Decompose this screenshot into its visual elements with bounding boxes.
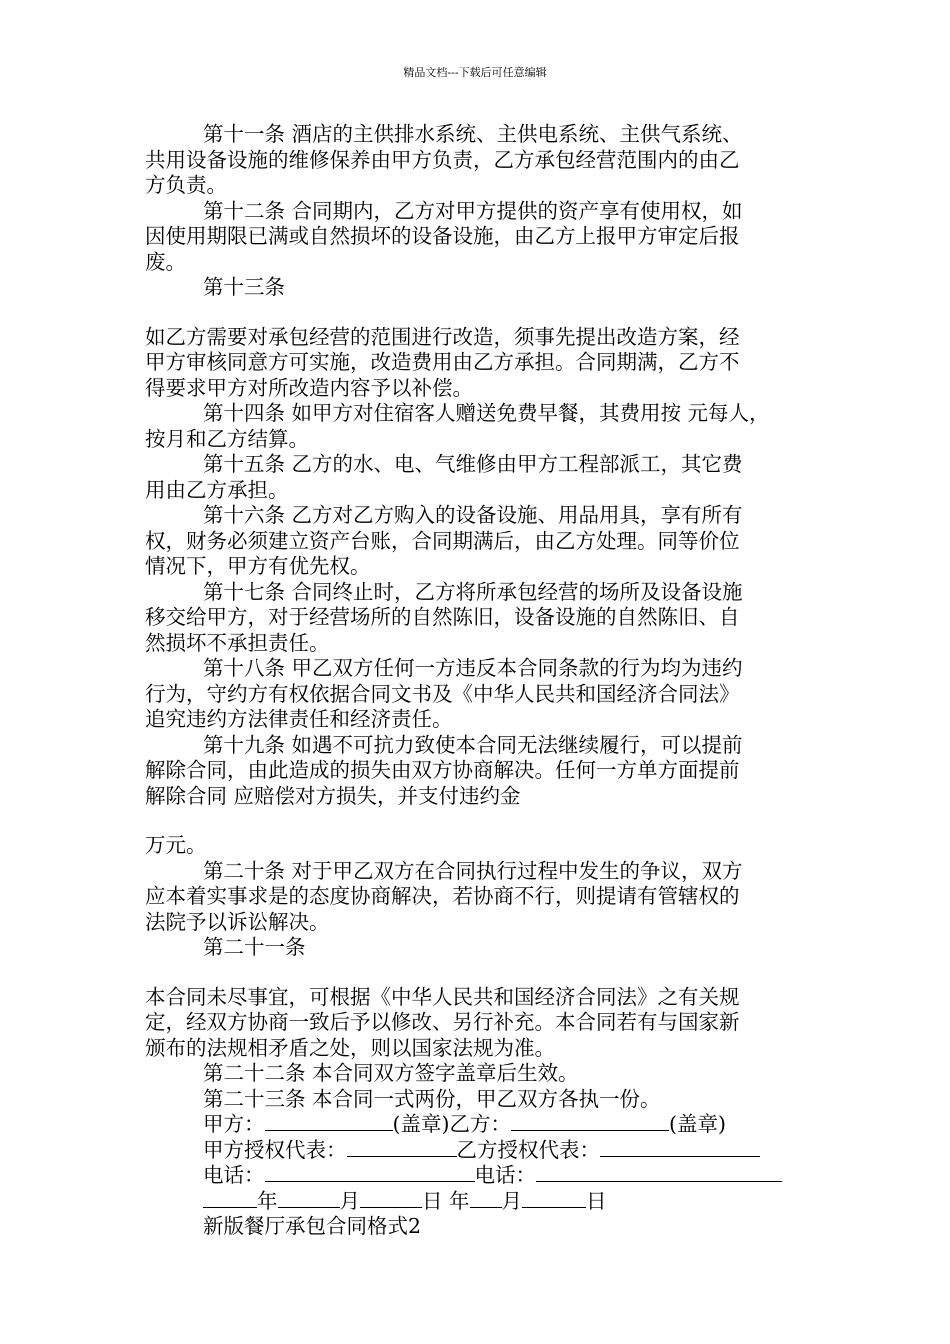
contract-line: 用由乙方承担。	[145, 477, 289, 502]
contract-line: 应本着实事求是的态度协商解决，若协商不行，则提请有管辖权的	[145, 884, 740, 908]
party-a-blank	[265, 1112, 393, 1131]
phone-b-label: 电话：	[474, 1163, 536, 1187]
contract-line: 得要求甲方对所改造内容予以补偿。	[145, 375, 473, 400]
contract-line: 定，经双方协商一致后予以修改、另行补充。本合同若有与国家新	[145, 1010, 740, 1034]
month-a-label: 月	[339, 1188, 360, 1213]
contract-line: 情况下，甲方有优先权。	[145, 554, 371, 578]
contract-line: 按月和乙方结算。	[145, 426, 309, 451]
contract-line: 第十二条 合同期内，乙方对甲方提供的资产享有使用权，如	[203, 198, 743, 223]
rep-a-blank	[347, 1138, 457, 1157]
rep-a-label: 甲方授权代表：	[203, 1137, 347, 1162]
year-a-label: 年	[257, 1188, 278, 1213]
page-header: 精品文档---下载后可任意编辑	[403, 66, 547, 79]
day-b-blank	[522, 1189, 586, 1208]
party-a-seal-label: (盖章)乙方：	[392, 1112, 511, 1136]
day-b-label: 日	[586, 1188, 607, 1213]
paragraph-gap	[145, 809, 813, 833]
contract-line: 方负责。	[145, 173, 227, 197]
phone-a-blank	[265, 1163, 475, 1182]
contract-line: 解除合同 应赔偿对方损失，并支付违约金	[145, 783, 521, 808]
contract-line: 第十八条 甲乙双方任何一方违反本合同条款的行为均为违约	[203, 656, 743, 680]
contract-line: 第十三条	[203, 275, 285, 299]
day-a-blank	[360, 1189, 422, 1208]
year-a-blank	[203, 1189, 257, 1208]
contract-line: 行为，守约方有权依据合同文书及《中华人民共和国经济合同法》	[145, 681, 740, 706]
contract-line: 第十一条 酒店的主供排水系统、主供电系统、主供气系统、	[203, 122, 743, 146]
contract-line: 追究违约方法律责任和经济责任。	[145, 707, 453, 731]
contract-line: 共用设备设施的维修保养由甲方负责，乙方承包经营范围内的由乙	[145, 147, 740, 172]
paragraph-gap	[145, 961, 813, 985]
contract-line: 第二十一条	[203, 935, 306, 959]
contract-line: 甲方审核同意方可实施，改造费用由乙方承担。合同期满，乙方不	[145, 350, 740, 374]
party-a-label: 甲方：	[203, 1112, 265, 1136]
signature-party-line	[145, 1112, 813, 1138]
phone-a-label: 电话：	[203, 1163, 265, 1187]
contract-line: 万元。	[145, 833, 207, 857]
contract-line: 解除合同，由此造成的损失由双方协商解决。任何一方单方面提前	[145, 758, 740, 782]
contract-line: 废。	[145, 249, 186, 274]
contract-line: 第二十二条 本合同双方签字盖章后生效。	[203, 1061, 579, 1085]
month-b-blank	[470, 1189, 502, 1208]
rep-b-blank	[600, 1138, 760, 1157]
party-b-blank	[511, 1112, 669, 1131]
contract-body	[145, 122, 813, 1240]
signature-rep-line	[145, 1138, 813, 1164]
contract-line: 第十九条 如遇不可抗力致使本合同无法继续履行，可以提前	[203, 732, 743, 757]
contract-line: 颁布的法规相矛盾之处，则以国家法规为准。	[145, 1035, 555, 1060]
contract-line: 如乙方需要对承包经营的范围进行改造，须事先提出改造方案，经	[145, 324, 740, 349]
day-a-label: 日 年	[422, 1188, 470, 1213]
contract-line: 移交给甲方，对于经营场所的自然陈旧，设备设施的自然陈旧、自	[145, 605, 740, 629]
next-document-title: 新版餐厅承包合同格式2	[203, 1214, 422, 1238]
contract-line: 第二十条 对于甲乙双方在合同执行过程中发生的争议，双方	[203, 858, 743, 883]
signature-date-line	[145, 1189, 813, 1215]
contract-line: 因使用期限已满或自然损坏的设备设施，由乙方上报甲方审定后报	[145, 224, 740, 248]
contract-line: 第十六条 乙方对乙方购入的设备设施、用品用具，享有所有	[203, 503, 743, 527]
month-b-label: 月	[501, 1188, 523, 1213]
paragraph-gap	[145, 301, 813, 325]
phone-b-blank	[536, 1163, 782, 1182]
contract-line: 第十七条 合同终止时，乙方将所承包经营的场所及设备设施	[203, 579, 743, 604]
contract-line: 第十五条 乙方的水、电、气维修由甲方工程部派工，其它费	[203, 452, 743, 476]
month-a-blank	[278, 1189, 340, 1208]
rep-b-label: 乙方授权代表：	[456, 1137, 600, 1162]
contract-line: 本合同未尽事宜，可根据《中华人民共和国经济合同法》之有关规	[145, 984, 740, 1009]
contract-line: 法院予以诉讼解决。	[145, 909, 330, 934]
contract-line: 第十四条 如甲方对住宿客人赠送免费早餐，其费用按 元每人，	[203, 401, 770, 425]
contract-line: 然损坏不承担责任。	[145, 630, 330, 655]
contract-line: 第二十三条 本合同一式两份，甲乙双方各执一份。	[203, 1086, 661, 1111]
contract-text	[145, 122, 813, 1112]
signature-phone-line	[145, 1163, 813, 1189]
party-b-seal-label: (盖章)	[669, 1112, 726, 1136]
contract-line: 权，财务必须建立资产台账，合同期满后，由乙方处理。同等价位	[145, 528, 740, 553]
